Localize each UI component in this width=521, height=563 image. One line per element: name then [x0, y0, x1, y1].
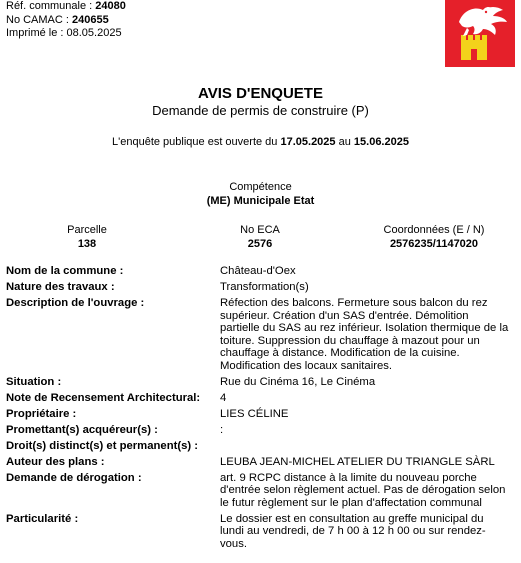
competence-block — [0, 180, 521, 208]
detail-row — [6, 408, 518, 421]
detail-row — [6, 472, 518, 510]
detail-value — [220, 440, 518, 453]
competence-value: (ME) Municipale Etat — [206, 195, 315, 207]
detail-label: Nom de la commune : — [6, 265, 124, 277]
detail-label: Nature des travaux : — [6, 281, 115, 293]
print-date: Imprimé le : 08.05.2025 — [6, 27, 122, 39]
camac-number: No CAMAC : 240655 — [6, 13, 109, 26]
details-list — [6, 265, 518, 554]
detail-value: : — [220, 423, 224, 436]
detail-value: LIES CÉLINE — [220, 407, 289, 420]
detail-label: Promettant(s) acquéreur(s) : — [6, 423, 158, 436]
detail-value: LEUBA JEAN-MICHEL ATELIER DU TRIANGLE SÀRL — [220, 455, 495, 468]
detail-row — [6, 424, 518, 437]
inquiry-end-date: 15.06.2025 — [353, 136, 409, 148]
detail-row — [6, 281, 518, 294]
coordinates-column — [354, 223, 514, 251]
detail-value: Le dossier est en consultation au greffe municipal du lundi au vendredi, de 7 h 00 à 12 h 00 ou sur rendez- vous. — [220, 512, 486, 550]
inquiry-period: L'enquête publique est ouverte du 17.05.2025 au 15.06.2025 — [112, 136, 409, 148]
detail-value: Réfection des balcons. Fermeture sous balcon du rez supérieur. Création d'un SAS d'entrée. Démolition partielle du SAS au rez inférieur. Isolation thermique de la toiture. Suppression du chauffage à mazout pour un chauffage à distance. Modification de la cuisine. Modification des locaux sanitaires. — [220, 297, 509, 372]
detail-label: Demande de dérogation : — [6, 471, 142, 484]
detail-row — [6, 440, 518, 453]
eca-column — [180, 223, 340, 251]
detail-row — [6, 456, 518, 469]
detail-row — [6, 297, 518, 372]
eca-value: 2576 — [247, 238, 273, 250]
notice-title: AVIS D'ENQUETE — [198, 85, 323, 102]
griffin-coat-of-arms-icon — [445, 0, 515, 67]
ref-communale: Réf. communale : 24080 — [6, 0, 126, 12]
detail-label: Droit(s) distinct(s) et permanent(s) : — [6, 439, 199, 452]
coordinates-label: Coordonnées (E / N) — [383, 224, 485, 236]
detail-label: Auteur des plans : — [6, 455, 105, 468]
coordinates-value: 2576235/1147020 — [389, 238, 479, 250]
detail-label: Propriétaire : — [6, 407, 77, 420]
inquiry-start-date: 17.05.2025 — [280, 136, 336, 148]
eca-label: No ECA — [240, 224, 280, 236]
competence-label: Compétence — [229, 181, 292, 193]
parcel-label: Parcelle — [67, 224, 107, 236]
detail-row — [6, 392, 518, 405]
parcel-value: 138 — [77, 238, 97, 250]
detail-label: Particularité : — [6, 512, 79, 525]
detail-label: Description de l'ouvrage : — [6, 297, 145, 309]
document-meta — [6, 0, 126, 41]
notice-subtitle: Demande de permis de construire (P) — [152, 103, 369, 118]
detail-label: Situation : — [6, 375, 62, 388]
detail-value: Rue du Cinéma 16, Le Cinéma — [220, 375, 376, 388]
detail-value: Transformation(s) — [220, 281, 309, 293]
detail-value: Château-d'Oex — [220, 265, 296, 277]
detail-label: Note de Recensement Architectural: — [6, 391, 201, 404]
detail-row — [6, 376, 518, 389]
parcel-column — [7, 223, 167, 251]
detail-value: art. 9 RCPC distance à la limite du nouveau porche d'entrée selon règlement actuel. Pas de dérogation selon le futur règlement sur le plan d'affectation communal — [220, 471, 506, 509]
detail-value: 4 — [220, 391, 227, 404]
detail-row — [6, 265, 518, 278]
detail-row — [6, 513, 518, 551]
